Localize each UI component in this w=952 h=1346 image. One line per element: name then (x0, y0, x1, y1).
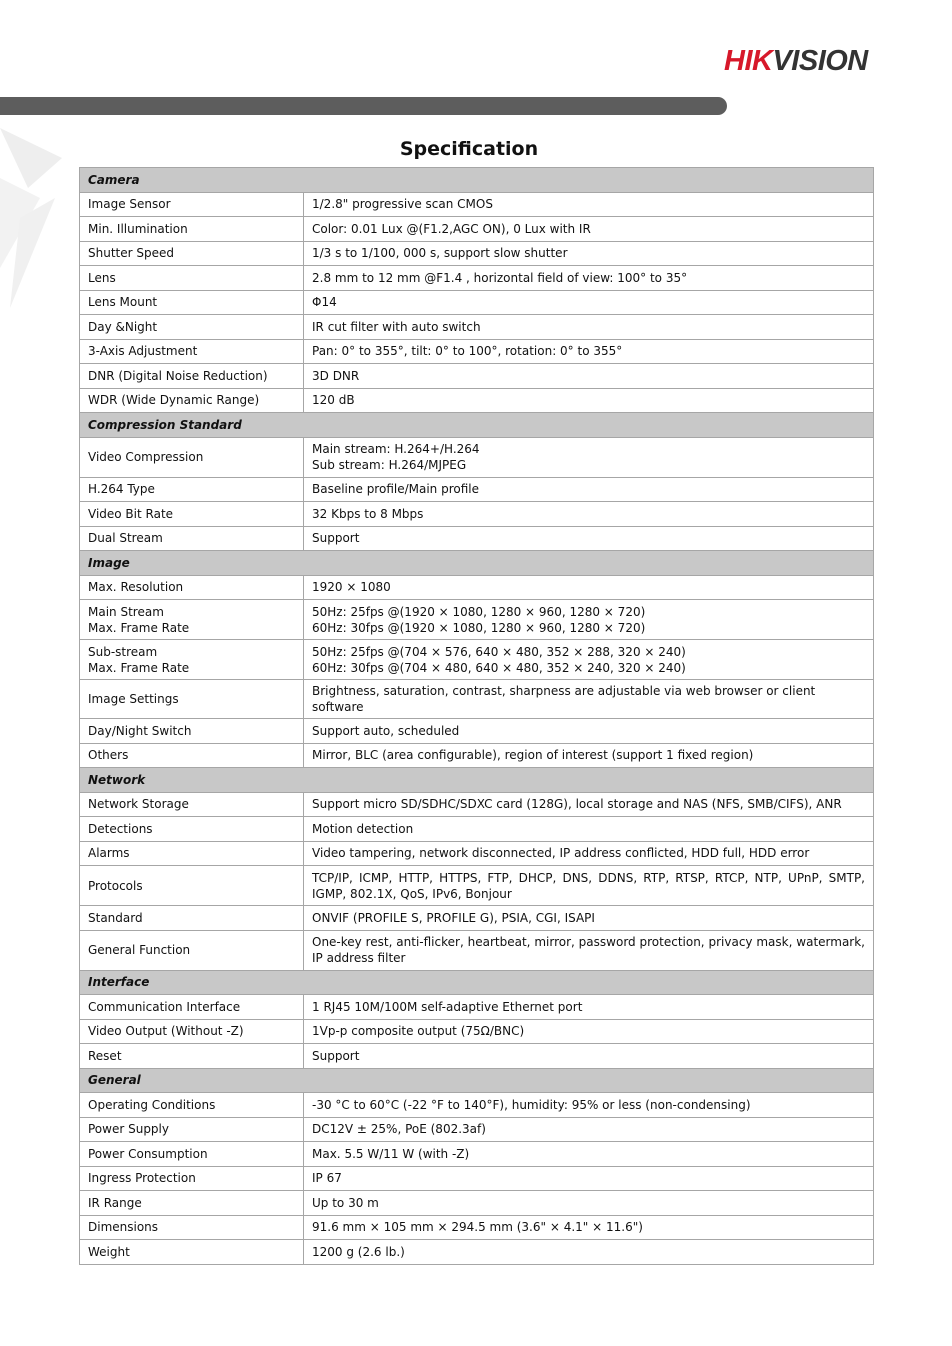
spec-label-line: Protocols (88, 878, 143, 893)
table-row (80, 743, 874, 768)
spec-label (80, 266, 304, 291)
spec-value (304, 719, 874, 744)
spec-value-line: 32 Kbps to 8 Mbps (312, 506, 424, 521)
spec-label (80, 388, 304, 413)
spec-label (80, 680, 304, 719)
spec-value (304, 437, 874, 477)
section-header (80, 551, 874, 576)
spec-value-line: -30 °C to 60°C (-22 °F to 140°F), humidity: 95% or less (non-condensing) (312, 1097, 751, 1112)
logo-vision-text: VISION (772, 45, 868, 77)
spec-value (304, 995, 874, 1020)
spec-label (80, 339, 304, 364)
spec-label (80, 1093, 304, 1118)
table-row (80, 1044, 874, 1069)
spec-label (80, 906, 304, 931)
spec-value-line: 3D DNR (312, 368, 360, 383)
table-row (80, 241, 874, 266)
spec-label (80, 1166, 304, 1191)
table-row (80, 1240, 874, 1265)
table-row (80, 1117, 874, 1142)
table-row (80, 792, 874, 817)
spec-label-line: Power Supply (88, 1122, 169, 1137)
spec-value-line: 50Hz: 25fps @(704 × 576, 640 × 480, 352 × 288, 320 × 240) (312, 644, 686, 659)
spec-value (304, 640, 874, 680)
table-row (80, 575, 874, 600)
spec-label (80, 477, 304, 502)
spec-label-line: Max. Frame Rate (88, 660, 190, 675)
spec-label-line: Power Consumption (88, 1146, 208, 1161)
spec-label-line: Detections (88, 821, 153, 836)
spec-label (80, 1215, 304, 1240)
spec-label (80, 1142, 304, 1167)
spec-label-line: General Function (88, 943, 191, 957)
spec-label-line: Max. Resolution (88, 580, 184, 595)
spec-label-line: Day &Night (88, 319, 158, 334)
spec-value (304, 906, 874, 931)
spec-label-line: Max. Frame Rate (88, 620, 190, 635)
spec-label (80, 437, 304, 477)
spec-value (304, 388, 874, 413)
spec-label (80, 290, 304, 315)
table-row (80, 866, 874, 906)
table-row (80, 817, 874, 842)
spec-value-line: Brightness, saturation, contrast, sharpness are adjustable via web browser or client software (312, 684, 816, 714)
spec-value-line: Pan: 0° to 355°, tilt: 0° to 100°, rotation: 0° to 355° (312, 344, 623, 359)
spec-value-line: Φ14 (312, 295, 337, 310)
table-row (80, 1215, 874, 1240)
spec-label-line: Weight (88, 1244, 130, 1259)
spec-label-line: Image Sensor (88, 197, 171, 212)
spec-value-line: 1Vp-p composite output (75Ω/BNC) (312, 1024, 525, 1039)
spec-value (304, 1019, 874, 1044)
spec-label-line: Lens (88, 270, 116, 285)
table-row (80, 217, 874, 242)
spec-value-line: 50Hz: 25fps @(1920 × 1080, 1280 × 960, 1280 × 720) (312, 604, 646, 619)
spec-value (304, 930, 874, 970)
spec-label-line: Shutter Speed (88, 246, 174, 261)
spec-value-line: Baseline profile/Main profile (312, 482, 480, 497)
table-row (80, 719, 874, 744)
spec-label-line: WDR (Wide Dynamic Range) (88, 393, 260, 408)
spec-value-line: Video tampering, network disconnected, IP address conflicted, HDD full, HDD error (312, 846, 810, 861)
spec-label-line: Network Storage (88, 797, 189, 812)
spec-label (80, 640, 304, 680)
spec-label-line: DNR (Digital Noise Reduction) (88, 368, 268, 383)
table-row (80, 290, 874, 315)
spec-value-line: Main stream: H.264+/H.264 (312, 442, 480, 456)
spec-label-line: Reset (88, 1048, 122, 1063)
spec-value-line: Support (312, 1048, 360, 1063)
spec-value (304, 817, 874, 842)
specification-table (79, 167, 874, 1265)
section-header (80, 1068, 874, 1093)
brand-logo (724, 44, 904, 78)
spec-value (304, 680, 874, 719)
table-row (80, 339, 874, 364)
spec-value (304, 1044, 874, 1069)
spec-value-line: 120 dB (312, 393, 355, 408)
spec-label-line: Lens Mount (88, 295, 158, 310)
spec-label-line: Others (88, 748, 129, 763)
spec-value-line: Color: 0.01 Lux @(F1.2,AGC ON), 0 Lux with IR (312, 221, 591, 236)
table-row (80, 600, 874, 640)
table-row (80, 640, 874, 680)
specification-table-container (79, 167, 873, 1265)
spec-value-line: 1/3 s to 1/100, 000 s, support slow shutter (312, 246, 568, 261)
spec-label (80, 817, 304, 842)
spec-value-line: IP 67 (312, 1171, 342, 1186)
spec-label (80, 866, 304, 906)
spec-label-line: Communication Interface (88, 999, 241, 1014)
spec-value (304, 792, 874, 817)
spec-value (304, 290, 874, 315)
spec-label (80, 575, 304, 600)
spec-value-line: Sub stream: H.264/MJPEG (312, 458, 467, 472)
table-row (80, 477, 874, 502)
table-row (80, 192, 874, 217)
table-row (80, 995, 874, 1020)
spec-label (80, 1191, 304, 1216)
spec-label (80, 1240, 304, 1265)
spec-label (80, 192, 304, 217)
table-row (80, 906, 874, 931)
spec-label (80, 241, 304, 266)
spec-label-line: Sub-stream (88, 644, 158, 659)
section-title: Camera (80, 168, 874, 193)
spec-value (304, 1215, 874, 1240)
table-row (80, 502, 874, 527)
spec-value (304, 192, 874, 217)
spec-value (304, 217, 874, 242)
spec-label (80, 526, 304, 551)
spec-label (80, 719, 304, 744)
spec-label-line: Video Output (Without -Z) (88, 1024, 244, 1039)
spec-value-line: 60Hz: 30fps @(1920 × 1080, 1280 × 960, 1280 × 720) (312, 620, 646, 635)
spec-value-line: Motion detection (312, 821, 414, 836)
section-header (80, 970, 874, 995)
spec-value (304, 241, 874, 266)
section-title: General (80, 1068, 874, 1093)
section-header (80, 168, 874, 193)
spec-label-line: Video Bit Rate (88, 506, 174, 521)
spec-label (80, 743, 304, 768)
section-title: Image (80, 551, 874, 576)
spec-value (304, 339, 874, 364)
table-row (80, 388, 874, 413)
spec-value-line: 1920 × 1080 (312, 580, 391, 595)
spec-value (304, 866, 874, 906)
spec-value-line: 1 RJ45 10M/100M self-adaptive Ethernet port (312, 999, 583, 1014)
spec-value (304, 266, 874, 291)
spec-value (304, 1240, 874, 1265)
spec-label (80, 841, 304, 866)
spec-label (80, 792, 304, 817)
spec-label-line: Min. Illumination (88, 221, 188, 236)
table-row (80, 526, 874, 551)
spec-value-line: 91.6 mm × 105 mm × 294.5 mm (3.6" × 4.1" × 11.6") (312, 1220, 643, 1235)
spec-value (304, 1142, 874, 1167)
spec-label-line: Dual Stream (88, 531, 163, 546)
section-title: Compression Standard (80, 413, 874, 438)
spec-label (80, 1019, 304, 1044)
spec-value-line: ONVIF (PROFILE S, PROFILE G), PSIA, CGI, ISAPI (312, 910, 595, 925)
spec-label-line: Main Stream (88, 604, 164, 619)
spec-label (80, 502, 304, 527)
section-header (80, 413, 874, 438)
spec-label-line: Standard (88, 910, 143, 925)
spec-label-line: IR Range (88, 1195, 142, 1210)
spec-value-line: 2.8 mm to 12 mm @F1.4 , horizontal field of view: 100° to 35° (312, 270, 688, 285)
spec-value-line: DC12V ± 25%, PoE (802.3af) (312, 1122, 486, 1137)
spec-value-line: Support (312, 531, 360, 546)
spec-value-line: IR cut filter with auto switch (312, 319, 481, 334)
spec-value (304, 1117, 874, 1142)
spec-label (80, 930, 304, 970)
spec-value-line: 1/2.8" progressive scan CMOS (312, 197, 493, 212)
spec-value (304, 600, 874, 640)
spec-value (304, 364, 874, 389)
section-title: Interface (80, 970, 874, 995)
spec-label (80, 315, 304, 340)
spec-label (80, 217, 304, 242)
spec-label (80, 995, 304, 1020)
table-row (80, 364, 874, 389)
spec-label (80, 364, 304, 389)
spec-value-line: Mirror, BLC (area configurable), region of interest (support 1 fixed region) (312, 748, 754, 763)
spec-value-line: Up to 30 m (312, 1195, 379, 1210)
spec-value-line: 1200 g (2.6 lb.) (312, 1244, 405, 1259)
spec-label-line: H.264 Type (88, 482, 155, 497)
spec-value (304, 1191, 874, 1216)
spec-label (80, 1044, 304, 1069)
spec-value (304, 315, 874, 340)
spec-label-line: Image Settings (88, 692, 179, 706)
table-row (80, 266, 874, 291)
section-header (80, 768, 874, 793)
spec-label-line: Dimensions (88, 1220, 159, 1235)
spec-value-line: 60Hz: 30fps @(704 × 480, 640 × 480, 352 × 240, 320 × 240) (312, 660, 686, 675)
spec-label-line: Video Compression (88, 450, 204, 464)
spec-value-line: Max. 5.5 W/11 W (with -Z) (312, 1146, 470, 1161)
table-row (80, 437, 874, 477)
spec-value (304, 841, 874, 866)
table-row (80, 1019, 874, 1044)
table-row (80, 841, 874, 866)
logo-hik-text: HIK (724, 45, 773, 77)
spec-value-line: One-key rest, anti-flicker, heartbeat, mirror, password protection, privacy mask, watermark, IP address filter (312, 935, 865, 965)
table-row (80, 1142, 874, 1167)
spec-label (80, 1117, 304, 1142)
spec-value (304, 743, 874, 768)
table-row (80, 1166, 874, 1191)
header-bar (0, 97, 727, 115)
table-row (80, 1093, 874, 1118)
spec-label (80, 600, 304, 640)
spec-label-line: Day/Night Switch (88, 723, 192, 738)
spec-value-line: Support micro SD/SDHC/SDXC card (128G), local storage and NAS (NFS, SMB/CIFS), ANR (312, 797, 842, 812)
table-row (80, 315, 874, 340)
spec-value-line: TCP/IP, ICMP, HTTP, HTTPS, FTP, DHCP, DNS, DDNS, RTP, RTSP, RTCP, NTP, UPnP, SMTP, IGMP, 802.1X, QoS, IPv6, Bonjour (312, 870, 865, 901)
spec-value (304, 575, 874, 600)
section-title: Network (80, 768, 874, 793)
spec-label-line: 3-Axis Adjustment (88, 344, 198, 359)
spec-value-line: Support auto, scheduled (312, 723, 460, 738)
spec-value (304, 477, 874, 502)
spec-label-line: Alarms (88, 846, 130, 861)
spec-value (304, 502, 874, 527)
spec-value (304, 526, 874, 551)
spec-label-line: Ingress Protection (88, 1171, 196, 1186)
spec-label-line: Operating Conditions (88, 1097, 216, 1112)
table-row (80, 1191, 874, 1216)
page-title: Specification (399, 138, 539, 160)
table-row (80, 680, 874, 719)
table-row (80, 930, 874, 970)
spec-value (304, 1166, 874, 1191)
spec-value (304, 1093, 874, 1118)
